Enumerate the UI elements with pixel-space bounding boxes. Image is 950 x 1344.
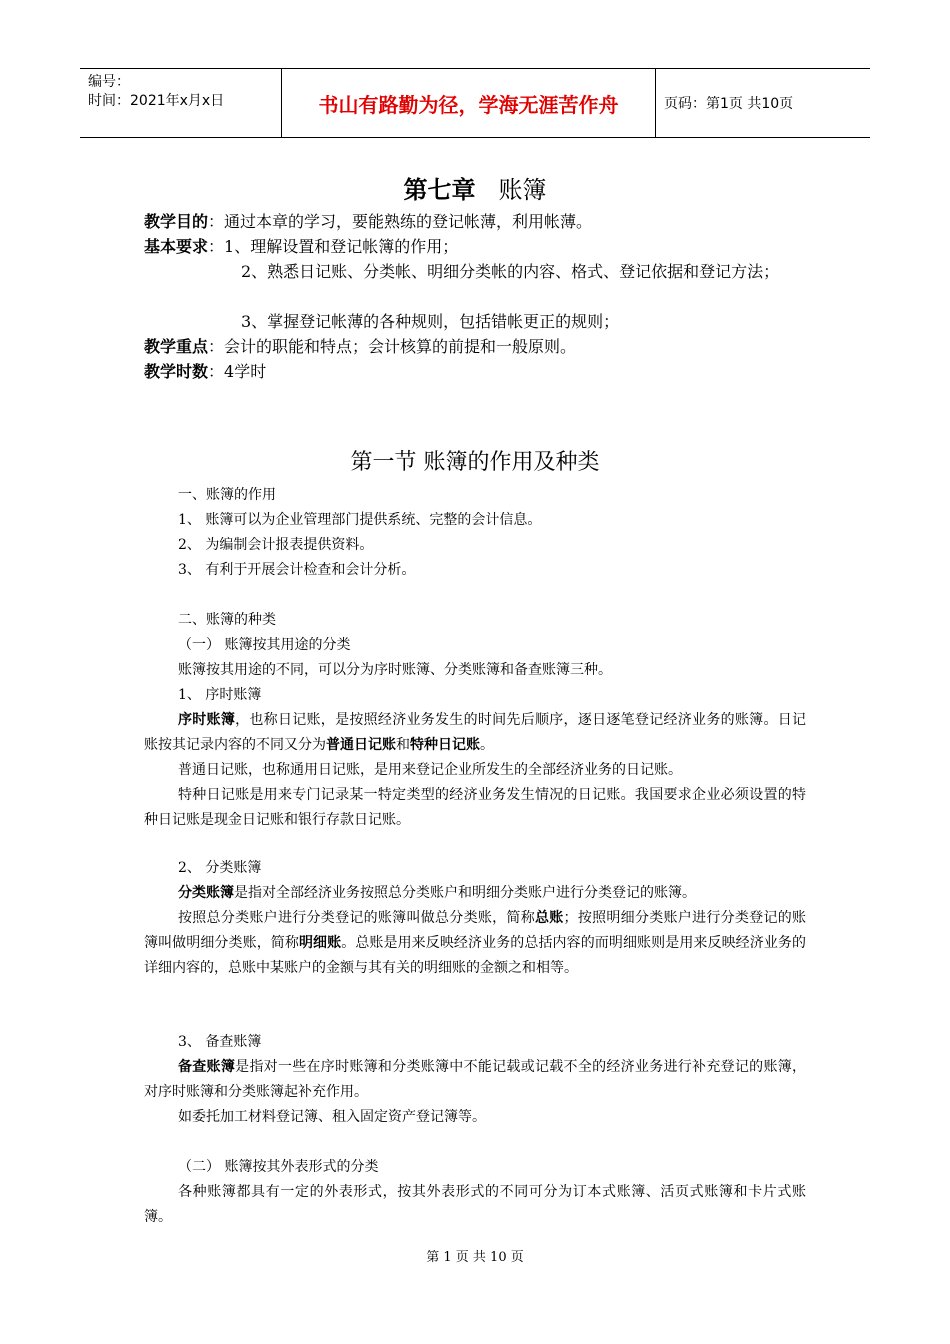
goal-label: 教学目的 [144, 212, 209, 231]
chapter-title [0, 170, 950, 205]
list-item: 3、 有利于开展会计检查和会计分析。 [178, 562, 416, 578]
header-page-code: 页码：第1页 共10页 [664, 96, 794, 112]
header-motto: 书山有路勤为径，学海无涯苦作舟 [282, 69, 656, 137]
part1-heading: 一、账簿的作用 [178, 487, 276, 503]
term-xushi: 序时账簿 [178, 712, 236, 728]
req-label: 基本要求 [144, 237, 209, 256]
term-zongzhang: 总账 [534, 910, 564, 926]
req-item-2: 2、熟悉日记账、分类帐、明细分类帐的内容、格式、登记依据和登记方法； [241, 262, 780, 281]
chapter-name: 账簿 [498, 176, 547, 204]
paragraph-fenlei-1 [144, 881, 806, 906]
heading-fenlei: 2、 分类账簿 [178, 860, 262, 876]
paragraph-text: 和 [396, 737, 410, 753]
paragraph-text: ；按照明细分类账户进行分类登记的账簿叫做明细分类账，简称 [144, 910, 807, 951]
paragraph-text: 按照总分类账户进行分类登记的账簿叫做总分类账，简称 [178, 910, 535, 926]
teaching-focus [144, 334, 576, 359]
paragraph-text: 是指对全部经济业务按照总分类账户和明细分类账户进行分类登记的账簿。 [234, 885, 696, 901]
section-title: 第一节 账簿的作用及种类 [350, 450, 600, 475]
term-putong: 普通日记账 [326, 737, 396, 753]
heading-xushi: 1、 序时账簿 [178, 687, 262, 703]
teaching-hours [144, 359, 266, 384]
paragraph-putong: 普通日记账，也称通用日记账，是用来登记企业所发生的全部经济业务的日记账。 [178, 762, 682, 778]
paragraph-text: 。 [480, 737, 494, 753]
hours-text: ：4学时 [208, 362, 267, 381]
part2-heading: 二、账簿的种类 [178, 612, 276, 628]
hours-label: 教学时数 [144, 362, 209, 381]
teaching-goal [144, 209, 592, 234]
paragraph-fenlei-2 [144, 906, 806, 981]
paragraph-waibiao: 各种账簿都具有一定的外表形式，按其外表形式的不同可分为订本式账簿、活页式账簿和卡片式账簿。 [144, 1184, 806, 1225]
term-fenlei: 分类账簿 [178, 885, 234, 901]
chapter-number: 第七章 [403, 176, 476, 204]
goal-text: ：通过本章的学习，要能熟练的登记帐薄，利用帐薄。 [208, 212, 593, 231]
term-mingxi: 明细账 [298, 935, 342, 951]
term-tezhong: 特种日记账 [410, 737, 480, 753]
paragraph-text: 。总账是用来反映经济业务的总括内容的而明细账则是用来反映经济业务的详细内容的，总账中某账户的金额与其有关的明细账的金额之和相等。 [144, 935, 807, 976]
list-item: 2、 为编制会计报表提供资料。 [178, 537, 374, 553]
paragraph-beicha-example: 如委托加工材料登记簿、租入固定资产登记簿等。 [178, 1109, 486, 1125]
number-label: 编号： [88, 74, 130, 90]
paragraph-beicha [144, 1055, 806, 1105]
header-info-cell [80, 69, 282, 137]
time-label: 时间：2021年x月x日 [88, 93, 225, 109]
sub1-intro: 账簿按其用途的不同，可以分为序时账簿、分类账簿和备查账簿三种。 [178, 662, 612, 678]
focus-label: 教学重点 [144, 337, 209, 356]
paragraph-text: ，也称日记账，是按照经济业务发生的时间先后顺序，逐日逐笔登记经济业务的账簿。日记账按其记录内容的不同又分为 [144, 712, 807, 753]
sub1-heading: （一） 账簿按其用途的分类 [178, 637, 351, 653]
paragraph-xushi [144, 708, 806, 758]
paragraph-tezhong: 特种日记账是用来专门记录某一特定类型的经济业务发生情况的日记账。我国要求企业必须设置的特种日记账是现金日记账和银行存款日记账。 [144, 787, 806, 828]
page-header [80, 68, 870, 138]
basic-requirements [144, 234, 458, 259]
req-item-1: ：1、理解设置和登记帐簿的作用； [208, 237, 459, 256]
focus-text: ：会计的职能和特点；会计核算的前提和一般原则。 [208, 337, 577, 356]
term-beicha: 备查账簿 [178, 1059, 236, 1075]
list-item: 1、 账簿可以为企业管理部门提供系统、完整的会计信息。 [178, 512, 542, 528]
page-footer: 第 1 页 共 10 页 [426, 1250, 524, 1265]
req-item-3: 3、掌握登记帐薄的各种规则，包括错帐更正的规则； [241, 312, 620, 331]
heading-beicha: 3、 备查账簿 [178, 1034, 262, 1050]
sub2-heading: （二） 账簿按其外表形式的分类 [178, 1159, 379, 1175]
paragraph-text: 是指对一些在序时账簿和分类账簿中不能记载或记载不全的经济业务进行补充登记的账簿，对序时账簿和分类账簿起补充作用。 [144, 1059, 807, 1100]
